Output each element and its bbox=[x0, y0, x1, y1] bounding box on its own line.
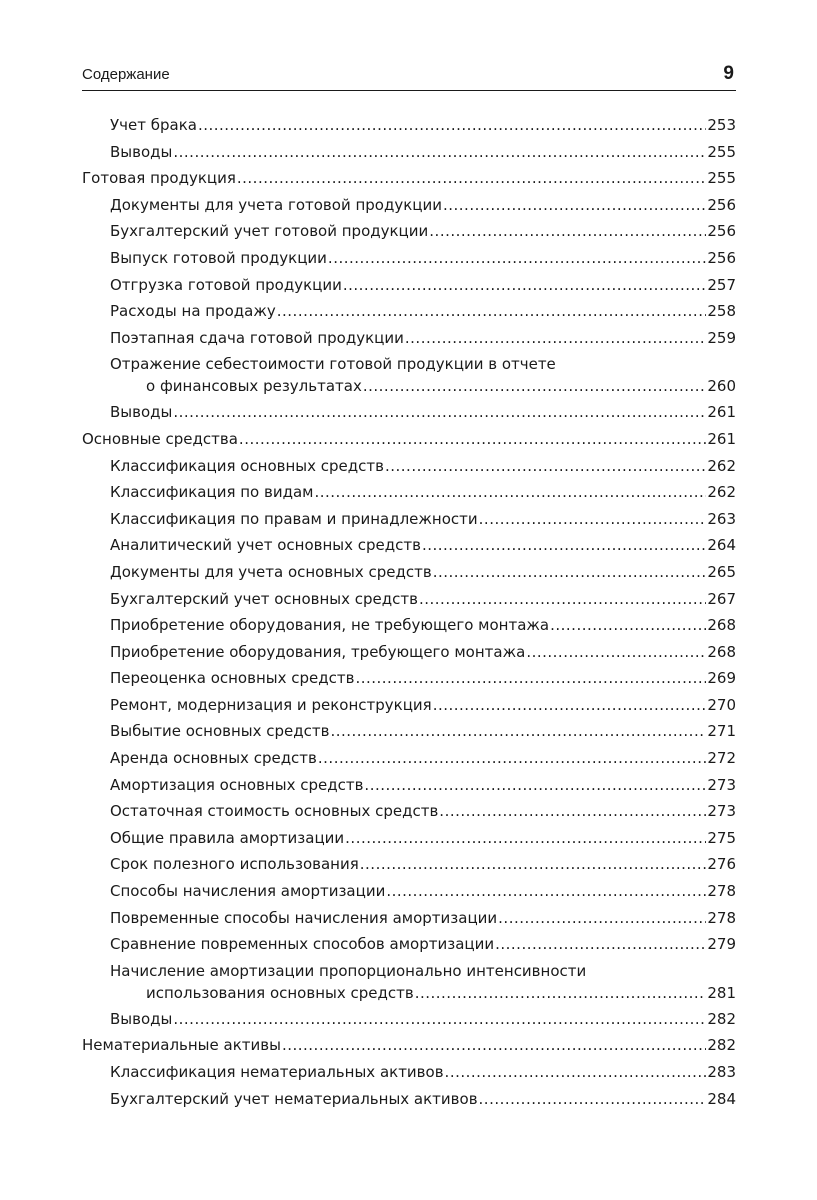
toc-entry-row bbox=[110, 532, 736, 559]
toc-entry-title: Аналитический учет основных средств bbox=[110, 536, 421, 555]
dot-leader bbox=[385, 453, 706, 480]
toc-entry-row bbox=[110, 506, 736, 533]
dot-leader bbox=[363, 375, 707, 397]
toc-entry-title: Ремонт, модернизация и реконструкция bbox=[110, 695, 432, 714]
toc-entry[interactable] bbox=[82, 798, 736, 825]
toc-entry-row bbox=[110, 905, 736, 932]
toc-entry-title: Учет брака bbox=[110, 116, 197, 134]
toc-entry-row bbox=[110, 982, 736, 1004]
page-header bbox=[82, 62, 736, 91]
dot-leader bbox=[445, 1059, 707, 1086]
dot-leader bbox=[314, 479, 706, 506]
toc-entry-page: 264 bbox=[707, 536, 736, 555]
toc-entry[interactable] bbox=[82, 1086, 736, 1113]
toc-entry[interactable] bbox=[82, 772, 736, 799]
page-number: 9 bbox=[723, 63, 734, 84]
toc-entry-title: Повременные способы начисления амортизации bbox=[110, 908, 498, 927]
toc-entry-row bbox=[110, 559, 736, 586]
toc-entry-title: Готовая продукция bbox=[82, 169, 236, 188]
toc-entry-row bbox=[110, 112, 736, 139]
dot-leader bbox=[343, 272, 707, 299]
dot-leader bbox=[173, 1006, 706, 1033]
toc-entry-page: 268 bbox=[707, 616, 736, 635]
toc-entry[interactable] bbox=[82, 351, 736, 399]
toc-entry-row bbox=[110, 931, 736, 958]
toc-entry-row bbox=[110, 272, 736, 299]
toc-entry[interactable] bbox=[82, 745, 736, 772]
dot-leader bbox=[443, 192, 706, 219]
toc-entry-row bbox=[110, 825, 736, 852]
toc-entry-row bbox=[82, 165, 736, 192]
toc-entry-page: 267 bbox=[707, 589, 736, 608]
toc-entry-row bbox=[110, 1006, 736, 1033]
toc-entry-page: 269 bbox=[707, 669, 736, 688]
dot-leader bbox=[237, 165, 706, 192]
dot-leader bbox=[386, 878, 706, 905]
toc-entry-page: 282 bbox=[707, 1009, 736, 1028]
toc-entry-row bbox=[110, 665, 736, 692]
toc-entry-title: Классификация по правам и принадлежности bbox=[110, 509, 478, 528]
toc-entry-page: 281 bbox=[707, 983, 736, 1002]
toc-entry[interactable] bbox=[82, 559, 736, 586]
dot-leader bbox=[433, 692, 707, 719]
dot-leader bbox=[419, 586, 706, 613]
dot-leader bbox=[433, 559, 707, 586]
toc-entry-title-line1: Начисление амортизации пропорционально интенсивности bbox=[110, 961, 587, 980]
toc-entry-title: Классификация нематериальных активов bbox=[110, 1063, 444, 1081]
toc-entry-title: Приобретение оборудования, требующего монтажа bbox=[110, 642, 526, 661]
toc-entry-title: использования основных средств bbox=[146, 983, 414, 1002]
dot-leader bbox=[282, 1032, 706, 1059]
toc-entry[interactable] bbox=[82, 479, 736, 506]
dot-leader bbox=[439, 798, 706, 825]
toc-entry-title: Выводы bbox=[110, 403, 173, 422]
toc-entry-row bbox=[110, 1086, 736, 1113]
toc-entry[interactable] bbox=[82, 905, 736, 932]
toc-entry-page: 262 bbox=[707, 456, 736, 475]
toc-entry-page: 273 bbox=[707, 775, 736, 794]
toc-entry-title: Амортизация основных средств bbox=[110, 775, 364, 794]
toc-entry[interactable] bbox=[82, 112, 736, 139]
toc-entry-title: Остаточная стоимость основных средств bbox=[110, 802, 439, 821]
dot-leader bbox=[498, 905, 706, 932]
toc-entry-title: Выпуск готовой продукции bbox=[110, 248, 327, 267]
toc-entry[interactable] bbox=[82, 665, 736, 692]
dot-leader bbox=[405, 325, 706, 352]
toc-entry-row bbox=[110, 453, 736, 480]
toc-entry[interactable] bbox=[82, 192, 736, 219]
toc-entry-page: 276 bbox=[707, 855, 736, 874]
toc-entry-page: 273 bbox=[707, 802, 736, 821]
toc-entry[interactable] bbox=[82, 399, 736, 426]
toc-entry-row bbox=[110, 325, 736, 352]
table-of-contents bbox=[82, 112, 736, 1112]
dot-leader bbox=[495, 931, 706, 958]
dot-leader bbox=[330, 718, 706, 745]
toc-entry[interactable] bbox=[82, 272, 736, 299]
toc-entry[interactable] bbox=[82, 298, 736, 325]
toc-entry[interactable] bbox=[82, 139, 736, 166]
toc-entry[interactable] bbox=[82, 1032, 736, 1059]
toc-entry-row bbox=[110, 1059, 736, 1086]
toc-entry-title: Общие правила амортизации bbox=[110, 828, 345, 847]
toc-entry-row bbox=[110, 139, 736, 166]
toc-entry-page: 275 bbox=[707, 828, 736, 847]
toc-entry-title: Основные средства bbox=[82, 429, 238, 448]
toc-entry-page: 259 bbox=[707, 328, 736, 347]
toc-entry[interactable] bbox=[82, 692, 736, 719]
toc-entry-title: Выбытие основных средств bbox=[110, 722, 330, 741]
dot-leader bbox=[550, 612, 706, 639]
toc-entry-title: Бухгалтерский учет готовой продукции bbox=[110, 222, 429, 241]
toc-entry-page: 279 bbox=[707, 935, 736, 954]
toc-entry[interactable] bbox=[82, 426, 736, 453]
toc-entry-title: Отгрузка готовой продукции bbox=[110, 275, 342, 294]
dot-leader bbox=[355, 665, 706, 692]
toc-entry[interactable] bbox=[82, 453, 736, 480]
dot-leader bbox=[360, 851, 707, 878]
toc-entry-page: 270 bbox=[707, 695, 736, 714]
toc-entry[interactable] bbox=[82, 878, 736, 905]
dot-leader bbox=[415, 982, 707, 1004]
toc-entry-title: Аренда основных средств bbox=[110, 749, 317, 768]
toc-entry-page: 255 bbox=[707, 169, 736, 188]
toc-entry-page: 284 bbox=[707, 1089, 736, 1108]
dot-leader bbox=[198, 112, 706, 139]
toc-entry-page: 263 bbox=[707, 509, 736, 528]
toc-entry-title: Расходы на продажу bbox=[110, 302, 276, 321]
toc-entry-row bbox=[110, 399, 736, 426]
toc-entry-page: 257 bbox=[707, 275, 736, 294]
dot-leader bbox=[364, 772, 706, 799]
toc-entry-page: 255 bbox=[707, 142, 736, 161]
toc-entry-row bbox=[110, 692, 736, 719]
toc-entry-title: Поэтапная сдача готовой продукции bbox=[110, 328, 404, 347]
toc-entry[interactable] bbox=[82, 325, 736, 352]
toc-entry[interactable] bbox=[82, 931, 736, 958]
toc-entry[interactable] bbox=[82, 825, 736, 852]
toc-entry-title: Бухгалтерский учет нематериальных активов bbox=[110, 1089, 478, 1108]
toc-entry[interactable] bbox=[82, 586, 736, 613]
toc-entry-page: 256 bbox=[707, 195, 736, 214]
toc-entry-row bbox=[110, 192, 736, 219]
toc-entry-title: Срок полезного использования bbox=[110, 855, 359, 874]
toc-entry[interactable] bbox=[82, 851, 736, 878]
toc-entry-page: 278 bbox=[707, 882, 736, 901]
toc-entry-title: о финансовых результатах bbox=[146, 377, 362, 396]
dot-leader bbox=[173, 399, 706, 426]
toc-entry-title: Классификация основных средств bbox=[110, 456, 384, 475]
dot-leader bbox=[429, 218, 706, 245]
toc-entry-title: Документы для учета основных средств bbox=[110, 562, 432, 581]
toc-entry-page: 261 bbox=[707, 429, 736, 448]
toc-entry[interactable] bbox=[82, 218, 736, 245]
toc-entry-row bbox=[110, 298, 736, 325]
toc-entry-row bbox=[110, 218, 736, 245]
toc-entry[interactable] bbox=[82, 718, 736, 745]
toc-entry[interactable] bbox=[82, 958, 736, 1006]
dot-leader bbox=[526, 639, 706, 666]
section-title: Содержание bbox=[82, 66, 170, 83]
toc-entry-row bbox=[110, 639, 736, 666]
toc-entry-page: 258 bbox=[707, 302, 736, 321]
toc-entry-page: 253 bbox=[707, 116, 736, 134]
toc-entry-page: 268 bbox=[707, 642, 736, 661]
toc-entry-title: Нематериальные активы bbox=[82, 1036, 281, 1055]
dot-leader bbox=[239, 426, 706, 453]
toc-entry-page: 262 bbox=[707, 483, 736, 502]
toc-entry[interactable] bbox=[82, 639, 736, 666]
dot-leader bbox=[479, 506, 707, 533]
toc-entry-row bbox=[110, 798, 736, 825]
toc-entry-title: Выводы bbox=[110, 1009, 173, 1028]
toc-entry-title: Бухгалтерский учет основных средств bbox=[110, 589, 418, 608]
toc-entry-row bbox=[110, 745, 736, 772]
toc-entry[interactable] bbox=[82, 1006, 736, 1033]
toc-entry-row bbox=[82, 1032, 736, 1059]
toc-entry-row bbox=[110, 612, 736, 639]
dot-leader bbox=[318, 745, 706, 772]
toc-entry-row bbox=[110, 586, 736, 613]
toc-entry-row bbox=[82, 426, 736, 453]
dot-leader bbox=[479, 1086, 707, 1113]
toc-entry-page: 272 bbox=[707, 749, 736, 768]
toc-entry-title: Сравнение повременных способов амортизации bbox=[110, 935, 495, 954]
toc-entry-page: 265 bbox=[707, 562, 736, 581]
toc-entry-row bbox=[110, 878, 736, 905]
toc-entry[interactable] bbox=[82, 506, 736, 533]
toc-entry[interactable] bbox=[82, 1059, 736, 1086]
toc-entry-title: Документы для учета готовой продукции bbox=[110, 195, 442, 214]
dot-leader bbox=[422, 532, 706, 559]
toc-entry-title: Приобретение оборудования, не требующего монтажа bbox=[110, 616, 550, 635]
dot-leader bbox=[173, 139, 706, 166]
dot-leader bbox=[345, 825, 706, 852]
toc-entry-page: 282 bbox=[707, 1036, 736, 1055]
toc-entry-page: 261 bbox=[707, 403, 736, 422]
toc-entry-row bbox=[110, 245, 736, 272]
toc-entry-page: 256 bbox=[707, 248, 736, 267]
toc-entry-page: 256 bbox=[707, 222, 736, 241]
toc-entry-row bbox=[110, 718, 736, 745]
toc-entry-page: 260 bbox=[707, 377, 736, 396]
toc-entry-page: 283 bbox=[707, 1063, 736, 1081]
toc-entry-row bbox=[110, 375, 736, 397]
toc-entry-page: 278 bbox=[707, 908, 736, 927]
toc-entry-row bbox=[110, 772, 736, 799]
toc-entry-title: Переоценка основных средств bbox=[110, 669, 355, 688]
toc-entry-title: Классификация по видам bbox=[110, 483, 314, 502]
toc-entry[interactable] bbox=[82, 612, 736, 639]
toc-entry[interactable] bbox=[82, 245, 736, 272]
toc-entry-title: Выводы bbox=[110, 142, 173, 161]
toc-entry-row bbox=[110, 479, 736, 506]
toc-entry[interactable] bbox=[82, 532, 736, 559]
toc-entry-page: 271 bbox=[707, 722, 736, 741]
dot-leader bbox=[328, 245, 706, 272]
dot-leader bbox=[277, 298, 707, 325]
toc-entry-title-line1: Отражение себестоимости готовой продукции в отчете bbox=[110, 355, 556, 374]
toc-entry-row bbox=[110, 851, 736, 878]
toc-entry[interactable] bbox=[82, 165, 736, 192]
toc-entry-title: Способы начисления амортизации bbox=[110, 882, 386, 901]
